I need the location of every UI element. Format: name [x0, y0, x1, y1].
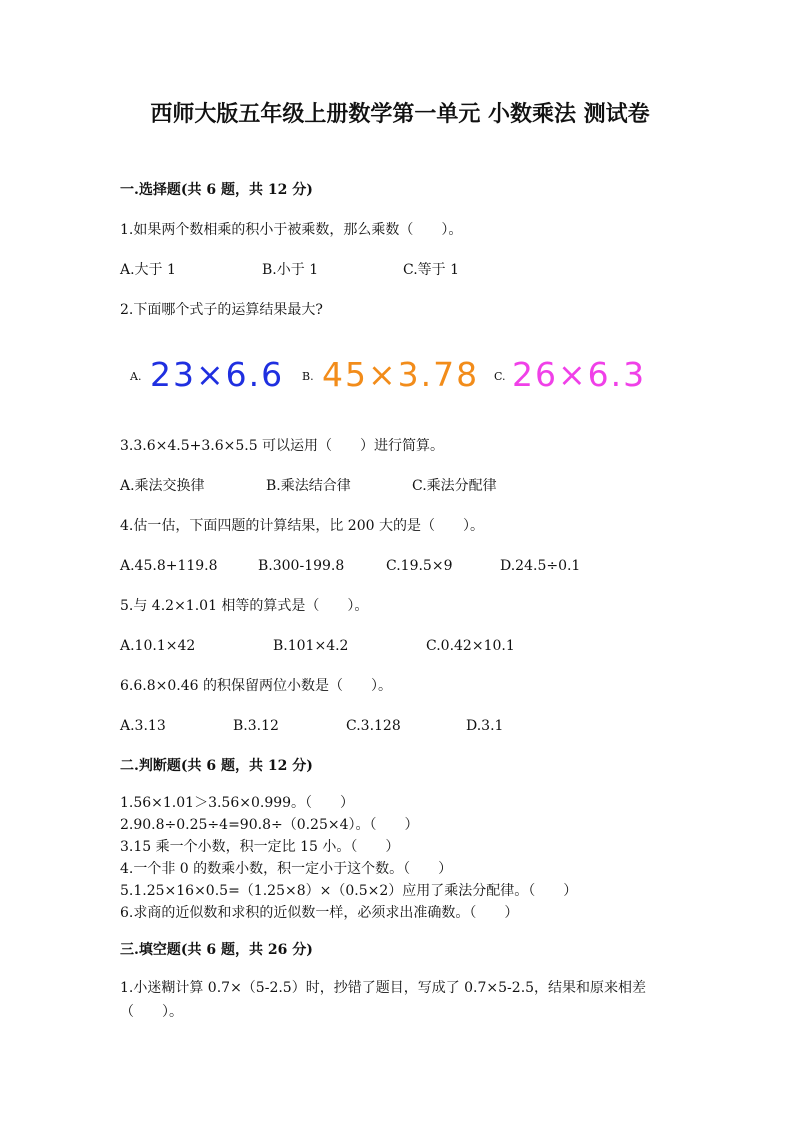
- question-4-option-a: A.45.8+119.8: [120, 558, 218, 574]
- judgement-item-6: 6.求商的近似数和求积的近似数一样，必须求出准确数。（ ）: [120, 905, 519, 921]
- section-heading-choice: 一.选择题(共 6 题，共 12 分): [120, 182, 313, 198]
- question-6-option-a: A.3.13: [120, 718, 166, 734]
- section-heading-fill-in: 三.填空题(共 6 题，共 26 分): [120, 942, 313, 958]
- question-2-text: 2.下面哪个式子的运算结果最大?: [120, 302, 323, 318]
- question-6-option-d: D.3.1: [466, 718, 504, 734]
- fill-in-question-1: 1.小迷糊计算 0.7×（5-2.5）时，抄错了题目，写成了 0.7×5-2.5，结果和原来相差（ ）。: [120, 980, 647, 1020]
- question-2-option-b-letter: B.: [302, 370, 314, 383]
- question-2-options: [0, 356, 800, 396]
- question-1-text: 1.如果两个数相乘的积小于被乘数，那么乘数（ ）。: [120, 222, 463, 238]
- judgement-item-4: 4.一个非 0 的数乘小数，积一定小于这个数。（ ）: [120, 861, 453, 877]
- question-1-option-b: B.小于 1: [262, 262, 319, 278]
- question-4-option-c: C.19.5×9: [386, 558, 453, 574]
- question-6-option-b: B.3.12: [233, 718, 279, 734]
- question-4-text: 4.估一估，下面四题的计算结果，比 200 大的是（ ）。: [120, 518, 484, 534]
- question-4-option-b: B.300-199.8: [258, 558, 345, 574]
- question-2-option-a-letter: A.: [130, 370, 142, 383]
- judgement-item-5: 5.1.25×16×0.5=（1.25×8）×（0.5×2）应用了乘法分配律。（ ）: [120, 883, 578, 899]
- question-4-option-d: D.24.5÷0.1: [500, 558, 581, 574]
- question-3-option-a: A.乘法交换律: [120, 478, 205, 494]
- question-2-option-b-expression: 45×3.78: [322, 355, 480, 394]
- question-5-option-a: A.10.1×42: [120, 638, 196, 654]
- question-2-option-c-letter: C.: [494, 370, 506, 383]
- page-title: 西师大版五年级上册数学第一单元 小数乘法 测试卷: [150, 101, 650, 127]
- question-3-option-c: C.乘法分配律: [412, 478, 497, 494]
- judgement-item-3: 3.15 乘一个小数，积一定比 15 小。（ ）: [120, 839, 400, 855]
- question-5-text: 5.与 4.2×1.01 相等的算式是（ ）。: [120, 598, 369, 614]
- question-2-option-c-expression: 26×6.3: [512, 355, 647, 394]
- judgement-item-1: 1.56×1.01＞3.56×0.999。（ ）: [120, 795, 355, 811]
- judgement-item-2: 2.90.8÷0.25÷4=90.8÷（0.25×4）。（ ）: [120, 817, 419, 833]
- question-1-option-a: A.大于 1: [120, 262, 176, 278]
- question-2-option-a-expression: 23×6.6: [150, 355, 285, 394]
- question-6-text: 6.6.8×0.46 的积保留两位小数是（ ）。: [120, 678, 392, 694]
- question-5-option-b: B.101×4.2: [273, 638, 349, 654]
- question-6-option-c: C.3.128: [346, 718, 401, 734]
- question-1-option-c: C.等于 1: [403, 262, 460, 278]
- question-5-option-c: C.0.42×10.1: [426, 638, 515, 654]
- section-heading-judgement: 二.判断题(共 6 题，共 12 分): [120, 758, 313, 774]
- question-3-option-b: B.乘法结合律: [266, 478, 351, 494]
- question-3-text: 3.3.6×4.5+3.6×5.5 可以运用（ ）进行简算。: [120, 438, 445, 454]
